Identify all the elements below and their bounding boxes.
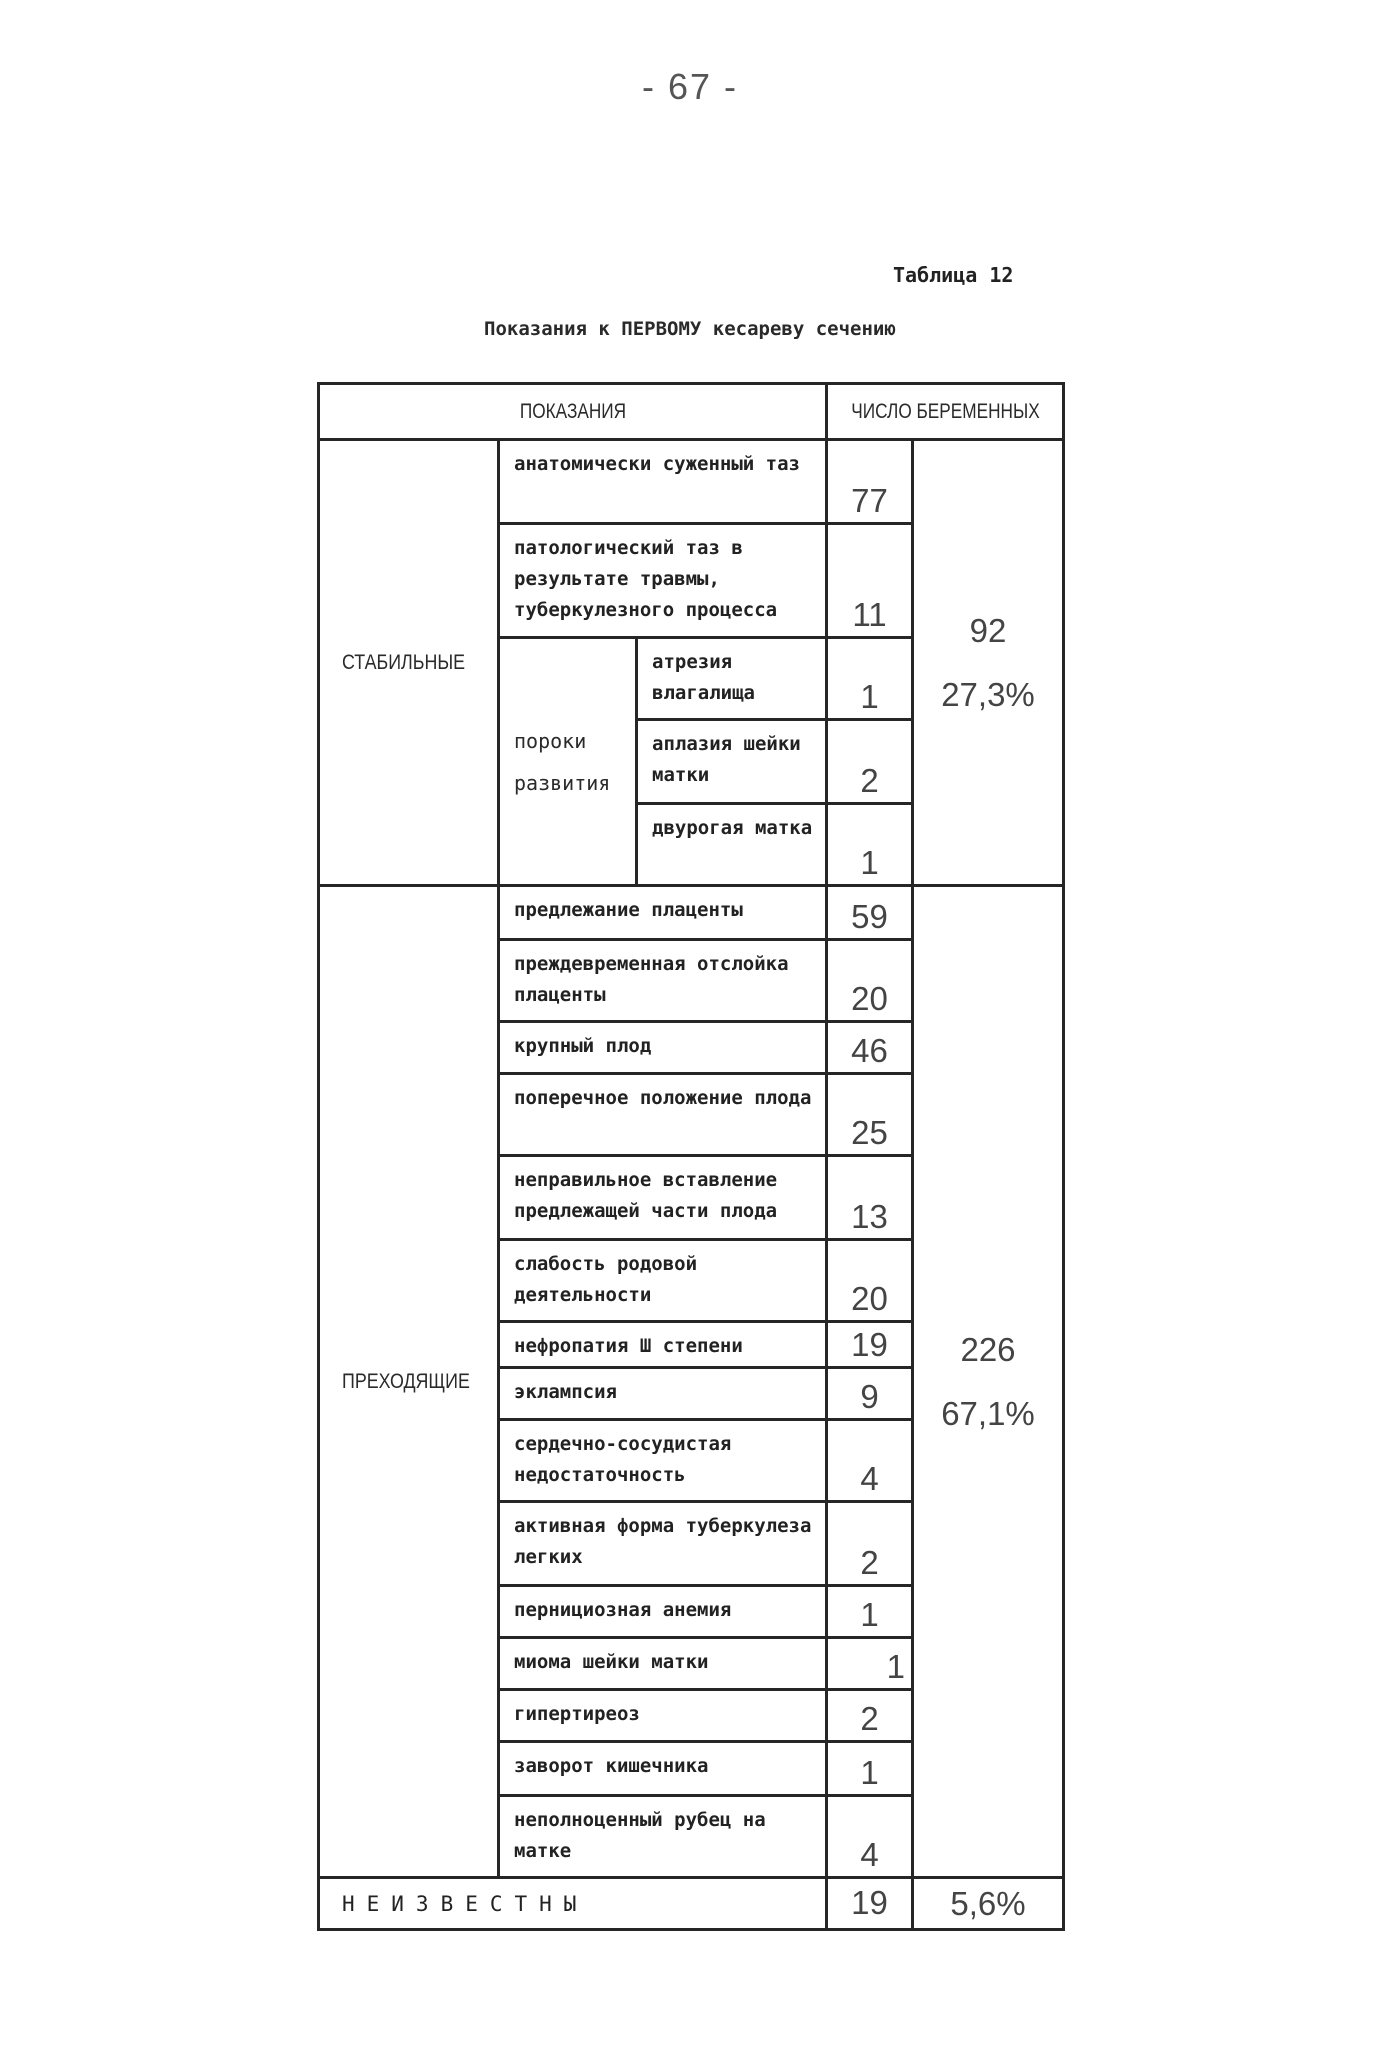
category-transient: ПРЕХОДЯЩИЕ: [319, 886, 499, 1878]
indication-label: миома шейки матки: [499, 1638, 827, 1690]
indication-count: 1: [827, 1638, 913, 1690]
page-number: - 67 -: [641, 66, 739, 107]
table-row: [319, 440, 1064, 524]
unknown-label: НЕИЗВЕСТНЫ: [319, 1878, 827, 1930]
indication-count: 4: [827, 1796, 913, 1878]
indication-count: 2: [827, 720, 913, 804]
indication-count: 46: [827, 1022, 913, 1074]
indication-count: 13: [827, 1156, 913, 1240]
indication-label: пернициозная анемия: [499, 1586, 827, 1638]
indication-label: слабость родовой деятельности: [499, 1240, 827, 1322]
indication-label: гипертиреоз: [499, 1690, 827, 1742]
indication-count: 2: [827, 1502, 913, 1586]
indication-count: 59: [827, 886, 913, 940]
indication-count: 1: [827, 1586, 913, 1638]
group-malformations: пороки развития: [499, 638, 637, 886]
indication-label: заворот кишечника: [499, 1742, 827, 1796]
indication-label: эклампсия: [499, 1368, 827, 1420]
table-header-row: [319, 384, 1064, 440]
indication-label: предлежание плаценты: [499, 886, 827, 940]
indication-count: 19: [827, 1322, 913, 1368]
indication-count: 2: [827, 1690, 913, 1742]
unknown-count: 19: [827, 1878, 913, 1930]
indication-count: 25: [827, 1074, 913, 1156]
indication-count: 77: [827, 440, 913, 524]
header-count: ЧИСЛО БЕРЕМЕННЫХ: [848, 384, 1042, 440]
indication-label: поперечное положение плода: [499, 1074, 827, 1156]
stable-percent: 27,3%: [941, 675, 1035, 713]
indication-label: нефропатия Ш степени: [499, 1322, 827, 1368]
indication-count: 1: [827, 638, 913, 720]
transient-total: 226: [960, 1330, 1016, 1368]
indication-count: 20: [827, 1240, 913, 1322]
table-label: Таблица 12: [893, 263, 1014, 287]
indication-label: крупный плод: [499, 1022, 827, 1074]
indications-table: [317, 382, 1065, 1931]
indication-label: атрезия влагалища: [637, 638, 827, 720]
indication-label: неправильное вставление предлежащей части плода: [499, 1156, 827, 1240]
category-stable: СТАБИЛЬНЫЕ: [319, 440, 499, 886]
indication-label: сердечно-сосудистая недостаточность: [499, 1420, 827, 1502]
indication-label: аплазия шейки матки: [637, 720, 827, 804]
indication-count: 4: [827, 1420, 913, 1502]
indication-count: 11: [827, 524, 913, 638]
indication-count: 1: [827, 804, 913, 886]
table-row: [319, 886, 1064, 940]
unknown-percent: 5,6%: [913, 1878, 1064, 1930]
indication-label: двурогая матка: [637, 804, 827, 886]
indication-label: анатомически суженный таз: [499, 440, 827, 524]
indication-count: 1: [827, 1742, 913, 1796]
table-row-unknown: [319, 1878, 1064, 1930]
header-indications: ПОКАЗАНИЯ: [364, 384, 781, 440]
indication-count: 9: [827, 1368, 913, 1420]
table-title: Показания к ПЕРВОМУ кесареву сечению: [484, 318, 896, 340]
transient-percent: 67,1%: [941, 1394, 1035, 1432]
indication-label: патологический таз в результате травмы, туберкулезного процесса: [499, 524, 827, 638]
indication-label: активная форма туберкулеза легких: [499, 1502, 827, 1586]
stable-total-cell: [913, 440, 1064, 886]
indication-count: 20: [827, 940, 913, 1022]
transient-total-cell: [913, 886, 1064, 1878]
stable-total: 92: [969, 611, 1007, 649]
indication-label: неполноценный рубец на матке: [499, 1796, 827, 1878]
indication-label: преждевременная отслойка плаценты: [499, 940, 827, 1022]
